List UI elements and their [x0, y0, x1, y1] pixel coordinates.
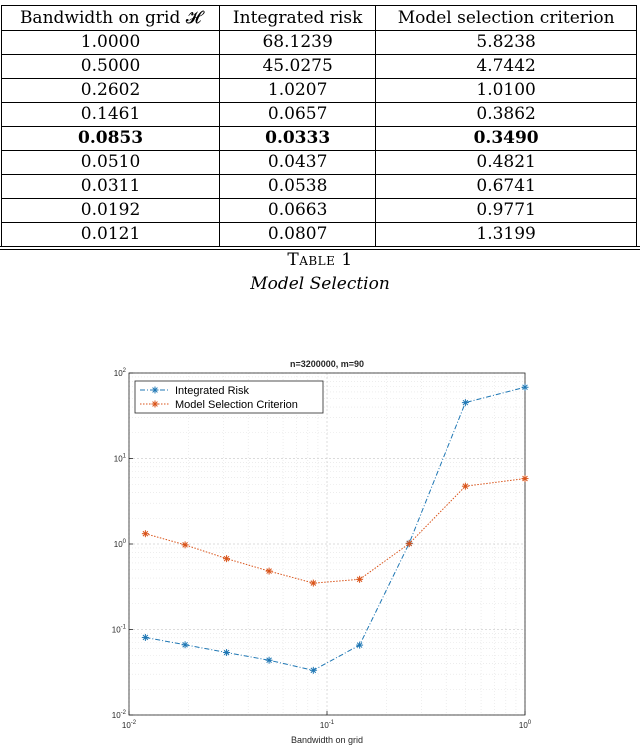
y-tick-label: $10^0$: [113, 539, 126, 549]
table-caption-label: Table 1: [287, 250, 353, 270]
row-bandwidth-cell: 0.0853: [2, 127, 220, 151]
row-bandwidth-cell: 0.1461: [2, 103, 220, 127]
row-bandwidth-cell: 1.0000: [2, 31, 220, 55]
row-model-selection-cell: 0.3490: [376, 127, 637, 151]
table-row: [2, 79, 637, 103]
row-integrated-risk-cell: 0.0437: [220, 151, 376, 175]
row-bandwidth-cell: 0.2602: [2, 79, 220, 103]
column-header-integrated-risk: Integrated risk: [220, 6, 376, 31]
row-model-selection-cell: 0.4821: [376, 151, 637, 175]
row-integrated-risk-cell: 0.0333: [220, 127, 376, 151]
column-header-bandwidth: Bandwidth on grid 𝓗: [2, 6, 220, 31]
row-model-selection-cell: 0.9771: [376, 199, 637, 223]
row-model-selection-cell: 0.3862: [376, 103, 637, 127]
row-integrated-risk-cell: 0.0657: [220, 103, 376, 127]
table-row: [2, 199, 637, 223]
row-bandwidth-cell: 0.0510: [2, 151, 220, 175]
y-tick-label: $10^1$: [113, 453, 126, 464]
row-model-selection-cell: 4.7442: [376, 55, 637, 79]
x-axis-label: Bandwidth on grid: [290, 735, 364, 745]
y-tick-label: $10^{-2}$: [111, 710, 126, 720]
row-model-selection-cell: 0.6741: [376, 175, 637, 199]
row-integrated-risk-cell: 45.0275: [220, 55, 376, 79]
x-tick-label: $10^0$: [518, 720, 532, 730]
legend-label-0: Integrated Risk: [175, 385, 249, 397]
row-model-selection-cell: 1.3199: [376, 223, 637, 247]
table-row: [2, 223, 637, 247]
table-row: [2, 127, 637, 151]
model-selection-table: [1, 5, 637, 247]
row-integrated-risk-cell: 1.0207: [220, 79, 376, 103]
chart-title: n=3200000, m=90: [289, 359, 365, 369]
y-tick-label: $10^{-1}$: [111, 624, 126, 635]
table-row: [2, 103, 637, 127]
table-bottom-rule: [0, 246, 640, 247]
legend-label-1: Model Selection Criterion: [175, 399, 298, 411]
table-row: [2, 175, 637, 199]
row-integrated-risk-cell: 68.1239: [220, 31, 376, 55]
row-integrated-risk-cell: 0.0807: [220, 223, 376, 247]
row-integrated-risk-cell: 0.0663: [220, 199, 376, 223]
row-integrated-risk-cell: 0.0538: [220, 175, 376, 199]
table-row: [2, 151, 637, 175]
x-tick-label: $10^{-1}$: [319, 720, 335, 730]
table-caption-text: Model Selection: [250, 274, 390, 294]
row-bandwidth-cell: 0.0311: [2, 175, 220, 199]
row-model-selection-cell: 1.0100: [376, 79, 637, 103]
row-bandwidth-cell: 0.0121: [2, 223, 220, 247]
table-row: [2, 55, 637, 79]
table-header-row: [2, 6, 637, 31]
row-bandwidth-cell: 0.5000: [2, 55, 220, 79]
column-header-model-selection: Model selection criterion: [376, 6, 637, 31]
y-tick-label: $10^2$: [113, 368, 126, 378]
table-row: [2, 31, 637, 55]
x-tick-label: $10^{-2}$: [121, 720, 137, 730]
bandwidth-risk-chart: [100, 355, 540, 745]
row-bandwidth-cell: 0.0192: [2, 199, 220, 223]
row-model-selection-cell: 5.8238: [376, 31, 637, 55]
